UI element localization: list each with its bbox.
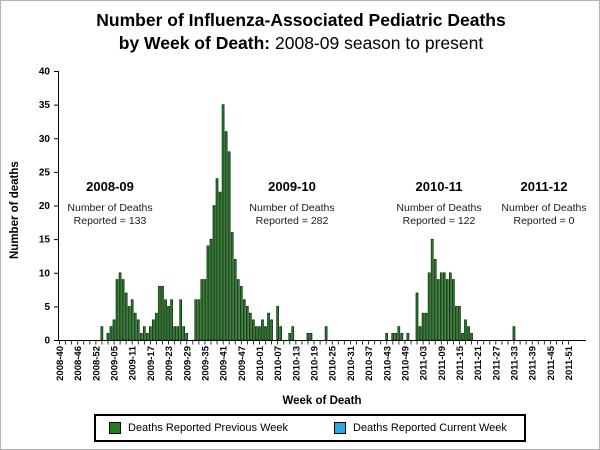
bar-2011-18	[467, 327, 469, 340]
season-name: 2010-11	[415, 179, 463, 194]
bar-2009-27	[180, 300, 182, 340]
x-tick-label: 2009-29	[182, 346, 194, 381]
bar-2009-04	[110, 327, 112, 340]
bar-2011-11	[446, 279, 448, 340]
bar-2010-04	[267, 313, 269, 340]
bar-2009-18	[152, 320, 154, 340]
x-tick-label: 2010-07	[273, 346, 285, 381]
season-name: 2009-10	[268, 179, 316, 194]
bar-2010-46	[395, 333, 397, 340]
y-tick-label: 20	[38, 201, 50, 212]
bar-2009-19	[155, 313, 157, 340]
chart-title-line2-rest: 2008-09 season to present	[270, 33, 484, 53]
bar-2009-16	[146, 333, 148, 340]
bar-2009-06	[116, 279, 118, 340]
legend-item-previous-week	[109, 422, 288, 434]
bar-2009-05	[113, 320, 115, 340]
legend-item-current-week	[334, 422, 507, 434]
bar-2010-43	[386, 333, 388, 340]
legend-swatch-current-week	[334, 422, 346, 434]
season-deaths-line1: Number of Deaths	[501, 202, 587, 214]
x-tick-label: 2009-41	[218, 346, 230, 381]
x-tick-label: 2011-03	[418, 346, 430, 381]
season-annotation-2008-09	[45, 179, 175, 228]
bar-2009-03	[107, 333, 109, 340]
bar-2009-23	[167, 306, 169, 340]
bar-2010-23	[325, 327, 327, 340]
bar-2009-24	[171, 300, 173, 340]
bar-2010-50	[407, 333, 409, 340]
bar-2011-03	[422, 313, 424, 340]
y-axis-title: Number of deaths	[9, 161, 21, 259]
season-name: 2011-12	[520, 179, 568, 194]
y-tick-label: 35	[38, 100, 50, 112]
bar-2011-08	[437, 279, 439, 340]
y-tick-label: 15	[38, 234, 50, 246]
season-annotation-2009-10	[227, 179, 357, 228]
legend-label-previous-week: Deaths Reported Previous Week	[128, 422, 288, 434]
bar-2011-19	[470, 333, 472, 340]
chart-title	[1, 9, 600, 55]
bar-2010-02	[261, 320, 263, 340]
bar-2009-52	[255, 327, 257, 340]
bar-2009-13	[137, 320, 139, 340]
bar-2009-36	[207, 246, 209, 340]
bar-2009-21	[161, 286, 163, 340]
x-tick-label: 2011-27	[491, 346, 503, 381]
season-deaths-line1: Number of Deaths	[67, 202, 153, 214]
x-tick-label: 2011-15	[454, 346, 466, 381]
bar-2009-20	[158, 286, 160, 340]
bar-2011-05	[428, 273, 430, 340]
bar-2011-15	[458, 306, 460, 340]
bar-2009-10	[128, 306, 130, 340]
bar-2011-12	[449, 273, 451, 340]
season-deaths-line2: Reported = 133	[73, 215, 147, 227]
bar-2011-14	[455, 306, 457, 340]
y-tick-label: 0	[44, 335, 50, 347]
season-deaths-line1: Number of Deaths	[249, 202, 335, 214]
bar-2009-17	[149, 327, 151, 340]
bar-2010-12	[292, 327, 294, 340]
y-tick-label: 5	[44, 301, 50, 313]
bar-2009-45	[234, 259, 236, 340]
bar-2009-26	[177, 327, 179, 340]
y-tick-label: 40	[38, 66, 50, 78]
bar-2010-08	[280, 327, 282, 340]
bar-2009-39	[216, 179, 218, 340]
bar-2009-33	[198, 300, 200, 340]
bar-2011-06	[431, 239, 433, 340]
bar-2009-41	[222, 105, 224, 340]
x-tick-label: 2011-09	[436, 346, 448, 381]
x-tick-label: 2009-11	[127, 346, 139, 381]
bar-2009-38	[213, 206, 215, 341]
x-tick-label: 2011-45	[545, 346, 557, 381]
bar-2009-34	[201, 279, 203, 340]
bar-2009-11	[131, 300, 133, 340]
y-tick-label: 25	[38, 167, 50, 179]
bar-2010-45	[392, 333, 394, 340]
x-tick-label: 2010-01	[254, 346, 266, 381]
bar-2009-44	[231, 232, 233, 340]
bar-2009-09	[125, 293, 127, 340]
bar-2011-13	[452, 279, 454, 340]
x-tick-label: 2008-46	[73, 346, 85, 381]
y-tick-label: 10	[38, 268, 50, 280]
bar-2011-16	[461, 333, 463, 340]
x-tick-label: 2010-25	[327, 346, 339, 381]
bar-2009-47	[240, 286, 242, 340]
y-tick-label: 30	[38, 133, 50, 145]
bar-2011-33	[513, 327, 515, 340]
bar-2009-28	[183, 327, 185, 340]
season-deaths-line2: Reported = 0	[513, 215, 575, 227]
x-tick-label: 2008-52	[91, 346, 103, 381]
bar-2009-14	[140, 333, 142, 340]
bar-2011-01	[416, 293, 418, 340]
bar-2010-11	[289, 333, 291, 340]
season-annotation-2011-12	[479, 179, 600, 228]
bar-2009-51	[252, 320, 254, 340]
bar-2010-18	[310, 333, 312, 340]
x-tick-label: 2009-17	[145, 346, 157, 381]
chart-title-line2	[1, 32, 600, 55]
bar-2010-01	[258, 327, 260, 340]
bar-2009-40	[219, 192, 221, 340]
bar-2009-46	[237, 279, 239, 340]
x-tick-label: 2010-49	[400, 346, 412, 381]
x-tick-label: 2010-37	[364, 346, 376, 381]
bar-2011-04	[425, 313, 427, 340]
x-tick-label: 2011-21	[473, 346, 485, 381]
bar-2009-35	[204, 279, 206, 340]
bar-2009-42	[225, 132, 227, 340]
bar-2009-12	[134, 313, 136, 340]
bar-2009-50	[249, 313, 251, 340]
bar-2009-08	[122, 279, 124, 340]
x-tick-label: 2011-51	[564, 346, 576, 381]
bar-2009-29	[186, 333, 188, 340]
x-tick-label: 2010-43	[382, 346, 394, 381]
bar-2009-22	[164, 300, 166, 340]
bar-2009-37	[210, 239, 212, 340]
bar-2010-05	[271, 320, 273, 340]
bar-2011-07	[434, 259, 436, 340]
season-deaths-line2: Reported = 282	[255, 215, 329, 227]
bar-2011-17	[464, 320, 466, 340]
chart-title-line2-bold: by Week of Death:	[118, 33, 271, 53]
bar-2009-32	[195, 300, 197, 340]
bar-2009-01	[101, 327, 103, 340]
bar-2010-03	[264, 327, 266, 340]
season-deaths-line1: Number of Deaths	[396, 202, 482, 214]
x-tick-label: 2009-05	[109, 346, 121, 381]
bar-2011-09	[440, 273, 442, 340]
bar-2010-07	[277, 306, 279, 340]
x-tick-label: 2009-47	[236, 346, 248, 381]
bar-2009-49	[246, 306, 248, 340]
bar-2009-07	[119, 273, 121, 340]
bar-2011-10	[443, 273, 445, 340]
legend-label-current-week: Deaths Reported Current Week	[353, 422, 507, 434]
x-axis-title: Week of Death	[282, 395, 362, 407]
x-tick-label: 2011-33	[509, 346, 521, 381]
x-tick-label: 2011-39	[527, 346, 539, 381]
x-tick-label: 2009-23	[164, 346, 176, 381]
bar-2010-17	[307, 333, 309, 340]
x-tick-label: 2010-31	[345, 346, 357, 381]
bar-2009-15	[143, 327, 145, 340]
x-tick-label: 2010-19	[309, 346, 321, 381]
bar-2010-48	[401, 333, 403, 340]
x-tick-label: 2008-40	[55, 346, 67, 381]
season-name: 2008-09	[86, 179, 134, 194]
season-deaths-line2: Reported = 122	[402, 215, 476, 227]
bar-2010-47	[398, 327, 400, 340]
legend	[94, 414, 526, 442]
x-tick-label: 2010-13	[291, 346, 303, 381]
bar-2009-48	[243, 300, 245, 340]
x-tick-label: 2009-35	[200, 346, 212, 381]
legend-swatch-previous-week	[109, 422, 121, 434]
chart-title-line1: Number of Influenza-Associated Pediatric Deaths	[96, 10, 506, 30]
bar-2009-25	[174, 327, 176, 340]
bar-2011-02	[419, 327, 421, 340]
